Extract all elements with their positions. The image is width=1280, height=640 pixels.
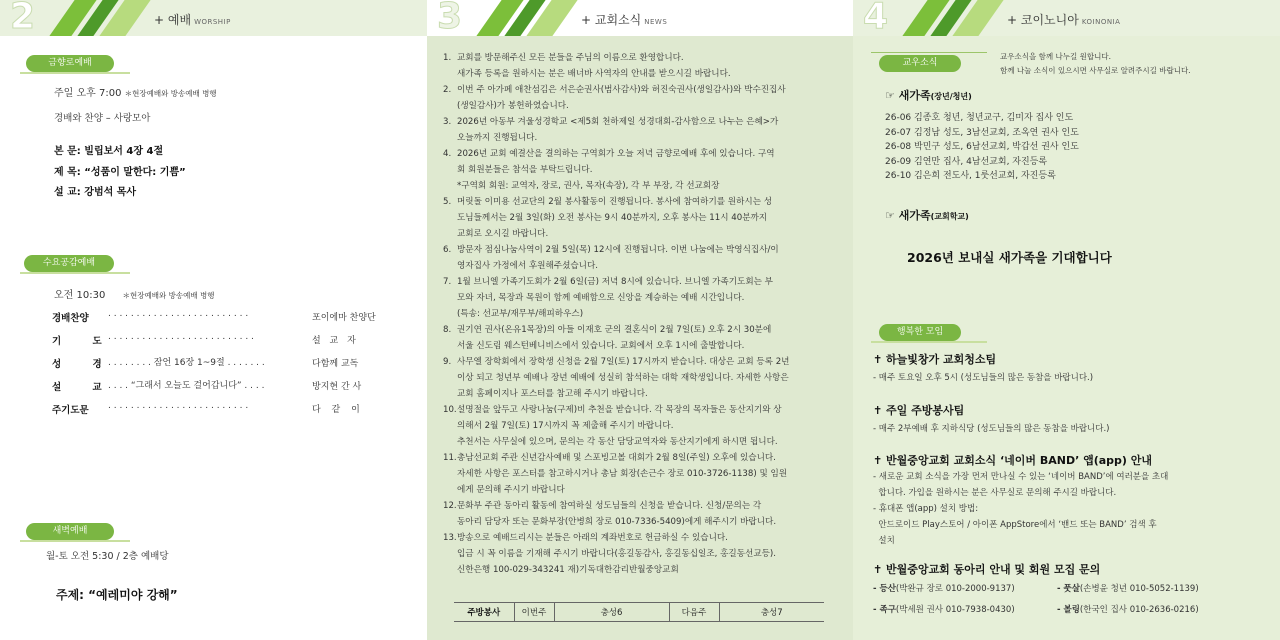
order-dots: . . . . . . . . 잠언 16장 1~9절 . . . . . . . bbox=[108, 358, 265, 368]
order-value: 다함께 교독 bbox=[312, 359, 359, 369]
preacher: 설 교: 강범석 목사 bbox=[54, 187, 137, 198]
news-item bbox=[443, 50, 843, 82]
section-title: + 교회소식 NEWS bbox=[581, 13, 668, 27]
sunday-time: 주일 오후 7:00 ＊현장예배와 방송예배 병행 bbox=[54, 88, 217, 99]
news-item bbox=[443, 354, 843, 402]
duty-this-value: 충성6 bbox=[554, 603, 669, 622]
club-item: - 등산(박완규 장로 010-2000-9137) bbox=[873, 584, 1015, 594]
news-item-line: (생일감사)가 봉헌하였습니다. bbox=[457, 101, 569, 111]
order-label: 경배찬양 bbox=[52, 313, 89, 324]
kitchen-duty-table bbox=[454, 602, 824, 622]
club-item: - 족구(박세원 권사 010-7938-0430) bbox=[873, 605, 1015, 615]
news-item-line: 새가족 등록을 원하시는 분은 배너바 사역자의 안내를 받으시길 바랍니다. bbox=[457, 69, 731, 79]
sermon-text: 본 문: 빌립보서 4장 4절 bbox=[54, 146, 164, 157]
divider bbox=[871, 52, 987, 53]
club-item: - 볼링(한국인 집사 010-2636-0216) bbox=[1057, 605, 1199, 615]
dawn-theme: 주제: “예레미야 강해” bbox=[56, 588, 178, 602]
group-title: ✝ 하늘빛창가 교회청소팀 bbox=[873, 353, 997, 366]
news-item-line: 문화부 주관 동아리 활동에 참여하실 성도님들의 신청을 받습니다. 신청/문의는 각 bbox=[457, 501, 762, 511]
news-panel bbox=[427, 0, 853, 640]
news-item-line: 이상 되고 청년부 예배나 장년 예배에 성실히 참석하는 대학 재학생입니다. 자세한 사항은 bbox=[457, 373, 789, 383]
dawn-service-badge: 새벽예배 bbox=[26, 523, 114, 540]
news-item-line: 교회 홈페이지나 포스터를 참고해 주시기 바랍니다. bbox=[457, 389, 648, 399]
group-detail: - 휴대폰 앱(app) 설치 방법: bbox=[873, 504, 979, 514]
group-detail: 안드로이드 Play스토어 / 아이폰 AppStore에서 ‘밴드 또는 BAND’ 검색 후 bbox=[873, 520, 1157, 530]
news-item-line: 설명절을 앞두고 사랑나눔(구제)비 추천을 받습니다. 각 목장의 목자들은 동산지기와 상 bbox=[457, 405, 782, 415]
happy-gathering-badge: 행복한 모임 bbox=[879, 324, 961, 341]
news-item-line: 동아리 담당자 또는 문화부장(안병희 장로 010-7336-5409)에게 해주시기 바랍니다. bbox=[457, 517, 777, 527]
news-item-line: 2026년 아동부 겨울성경학교 <제5회 천하제일 성경대회-감사함으로 나누는 은혜>가 bbox=[457, 117, 779, 127]
news-item-line: 방송으로 예배드리시는 분들은 아래의 계좌번호로 헌금하실 수 있습니다. bbox=[457, 533, 728, 543]
order-value: 설 교 자 bbox=[312, 336, 359, 346]
member-news-intro: 함께 나눌 소식이 있으시면 사무실로 알려주시길 바랍니다. bbox=[1000, 66, 1191, 75]
news-item bbox=[443, 82, 843, 114]
group-detail: - 매주 토요일 오후 5시 (성도님들의 많은 동참을 바랍니다.) bbox=[873, 373, 1094, 383]
news-item bbox=[443, 450, 843, 498]
group-title: ✝ 반월중앙교회 동아리 안내 및 회원 모집 문의 bbox=[873, 563, 1101, 576]
news-item-line: 방문자 점심나눔사역이 2월 5일(목) 12시에 진행됩니다. 이번 나눔에는 박영식집사/이 bbox=[457, 245, 779, 255]
news-item-line: (특송: 선교부/재무부/해피하우스) bbox=[457, 309, 584, 319]
news-item-line: 의해서 2월 7일(토) 17시까지 꼭 제출해 주시기 바랍니다. bbox=[457, 421, 674, 431]
order-value: 방지현 간 사 bbox=[312, 382, 362, 392]
koinonia-header bbox=[853, 0, 1280, 36]
news-item bbox=[443, 242, 843, 274]
page-number: 4 bbox=[863, 0, 889, 37]
sermon-title: 제 목: “성품이 말한다: 기쁨” bbox=[54, 167, 186, 178]
wednesday-service-badge: 수요공감예배 bbox=[24, 255, 114, 272]
wednesday-time: 오전 10:30 ＊현장예배와 방송예배 병행 bbox=[54, 290, 215, 301]
news-item-number: 11. bbox=[443, 453, 457, 463]
group-detail: 합니다. 가입을 원하시는 분은 사무실로 문의해 주시길 바랍니다. bbox=[873, 488, 1117, 498]
group-title: ✝ 반월중앙교회 교회소식 ‘네이버 BAND’ 앱(app) 안내 bbox=[873, 454, 1153, 467]
news-item-number: 12. bbox=[443, 501, 457, 511]
news-item-number: 9. bbox=[443, 357, 452, 367]
duty-next-value: 충성7 bbox=[719, 603, 824, 622]
news-item-number: 1. bbox=[443, 53, 452, 63]
news-item-line: 권기연 권사(온유1목장)의 아들 이재호 군의 결혼식이 2월 7일(토) 오후 2시 30분에 bbox=[457, 325, 772, 335]
order-value: 다 같 이 bbox=[312, 405, 364, 415]
news-item bbox=[443, 194, 843, 242]
order-dots: . . . . . . . . . . . . . . . . . . . . . . . . . bbox=[108, 401, 249, 411]
order-value: 포이에마 찬양단 bbox=[312, 313, 376, 323]
expectation-text: 2026년 보내실 새가족을 기대합니다 bbox=[907, 250, 1112, 265]
duty-next-week: 다음주 bbox=[669, 603, 719, 622]
news-item-line: 신한은행 100-029-343241 재)기독대한감리반월중앙교회 bbox=[457, 565, 679, 575]
news-item-line: 교회로 오시길 바랍니다. bbox=[457, 229, 549, 239]
news-item bbox=[443, 146, 843, 194]
new-family-entry: 26-10 김은희 전도사, 1룻선교회, 자진등록 bbox=[885, 171, 1056, 181]
news-item-number: 8. bbox=[443, 325, 452, 335]
section-title: + 코이노니아 KOINONIA bbox=[1007, 13, 1121, 27]
news-item-number: 2. bbox=[443, 85, 452, 95]
member-news-badge: 교우소식 bbox=[879, 55, 961, 72]
news-item-number: 10. bbox=[443, 405, 457, 415]
page-number: 2 bbox=[10, 0, 36, 37]
order-label: 설 교 bbox=[52, 382, 116, 393]
group-detail: - 새로운 교회 소식을 가장 먼저 만나실 수 있는 ‘네이버 BAND’에 여러분을 초대 bbox=[873, 472, 1169, 482]
news-item-line: 자세한 사항은 포스터를 참고하시거나 총남 회장(손근수 장로 010-3726-1138) 및 임원 bbox=[457, 469, 788, 479]
order-dots: . . . . . . . . . . . . . . . . . . . . . . . . . bbox=[108, 309, 249, 319]
news-item bbox=[443, 114, 843, 146]
group-title: ✝ 주일 주방봉사팀 bbox=[873, 404, 965, 417]
club-item: - 풋살(손병윤 청년 010-5052-1139) bbox=[1057, 584, 1199, 594]
news-item bbox=[443, 498, 843, 530]
news-item-line: 영자집사 가정에서 후원해주셨습니다. bbox=[457, 261, 599, 271]
duty-this-week: 이번주 bbox=[514, 603, 554, 622]
order-label: 성 경 bbox=[52, 359, 116, 370]
news-item-line: 회 회원분들은 참석을 부탁드립니다. bbox=[457, 165, 593, 175]
news-item-line: 오늘까지 진행됩니다. bbox=[457, 133, 538, 143]
section-title: + 예배 WORSHIP bbox=[154, 13, 231, 27]
news-item-line: 에게 문의해 주시기 바랍니다 bbox=[457, 485, 565, 495]
news-item-number: 4. bbox=[443, 149, 452, 159]
news-item bbox=[443, 322, 843, 354]
order-label: 기 도 bbox=[52, 336, 116, 347]
news-item-line: 모와 자녀, 목장과 목원이 함께 예배함으로 신앙을 계승하는 예배 시간입니다. bbox=[457, 293, 745, 303]
order-label: 주기도문 bbox=[52, 405, 89, 416]
duty-label: 주방봉사 bbox=[454, 603, 514, 622]
news-item-number: 6. bbox=[443, 245, 452, 255]
news-item-line: *구역회 회원: 교역자, 장로, 권사, 목자(속장), 각 부 부장, 각 선교회장 bbox=[457, 181, 720, 191]
news-item-line: 머릿돌 이미용 선교단의 2월 봉사활동이 진행됩니다. 봉사에 참여하기를 원하시는 성 bbox=[457, 197, 773, 207]
divider bbox=[20, 272, 130, 274]
news-item-number: 3. bbox=[443, 117, 452, 127]
news-item-line: 입금 시 꼭 이름을 기재해 주시기 바랍니다(홍길동감사, 홍길동십일조, 홍길동선교등). bbox=[457, 549, 777, 559]
news-list bbox=[443, 50, 843, 578]
divider bbox=[20, 540, 130, 542]
page-number: 3 bbox=[437, 0, 463, 37]
news-item-line: 교회를 방문해주신 모든 분들을 주님의 이름으로 환영합니다. bbox=[457, 53, 684, 63]
news-item-line: 1월 브니엘 가족기도회가 2월 6일(금) 저녁 8시에 있습니다. 브니엘 가족기도회는 부 bbox=[457, 277, 773, 287]
new-family-school-heading: ☞ 새가족(교회학교) bbox=[885, 209, 969, 222]
order-dots: . . . . “그래서 오늘도 걸어갑니다” . . . . bbox=[108, 381, 265, 391]
news-item-line: 서울 신도림 웨스턴베니비스에서 있습니다. 교회에서 오후 1시에 출발합니다. bbox=[457, 341, 745, 351]
group-detail: - 매주 2부예배 후 지하식당 (성도님들의 많은 동참을 바랍니다.) bbox=[873, 424, 1110, 434]
sunday-song: 경배와 찬양 – 사랑모아 bbox=[54, 113, 151, 124]
news-item-line: 총남선교회 주관 신년감사예배 및 스포빙고볼 대회가 2월 8일(주일) 오후에 있습니다. bbox=[457, 453, 776, 463]
order-dots: . . . . . . . . . . . . . . . . . . . . . . . . . . bbox=[108, 332, 254, 342]
news-item-line: 도님들께서는 2월 3일(화) 오전 봉사는 9시 40분까지, 오후 봉사는 11시 40분까지 bbox=[457, 213, 768, 223]
new-family-entry: 26-08 박민구 성도, 6남선교회, 박갑선 권사 인도 bbox=[885, 142, 1079, 152]
new-family-entry: 26-06 김종호 청년, 청년교구, 김미자 집사 인도 bbox=[885, 113, 1074, 123]
worship-header bbox=[0, 0, 427, 36]
news-item-line: 추천서는 사무실에 있으며, 문의는 각 동산 담당교역자와 동산지기에게 하시면 됩니다. bbox=[457, 437, 778, 447]
divider bbox=[871, 341, 987, 343]
worship-panel bbox=[0, 0, 427, 640]
news-item-number: 13. bbox=[443, 533, 457, 543]
member-news-intro: 교우소식을 함께 나누길 원합니다. bbox=[1000, 52, 1111, 61]
new-family-entry: 26-07 김정남 성도, 3남선교회, 조옥연 권사 인도 bbox=[885, 127, 1079, 138]
group-detail: 설치 bbox=[873, 536, 895, 546]
news-item-number: 5. bbox=[443, 197, 452, 207]
news-item-line: 이번 주 아가페 애찬섬김은 서은순권사(범사감사)와 허진숙권사(생일감사)와 박수진집사 bbox=[457, 85, 786, 95]
new-family-entry: 26-09 김연만 집사, 4남선교회, 자진등록 bbox=[885, 156, 1048, 167]
koinonia-panel bbox=[853, 0, 1280, 640]
dawn-time: 월-토 오전 5:30 / 2층 예배당 bbox=[46, 551, 169, 562]
news-item bbox=[443, 530, 843, 578]
new-family-heading: ☞ 새가족(장년/청년) bbox=[885, 89, 972, 102]
news-item-number: 7. bbox=[443, 277, 452, 287]
news-item-line: 2026년 교회 예결산을 결의하는 구역회가 오늘 저녁 금향로예배 후에 있습니다. 구역 bbox=[457, 149, 775, 159]
news-item-line: 사무엘 장학회에서 장학생 신청을 2월 7일(토) 17시까지 받습니다. 대상은 교회 등록 2년 bbox=[457, 357, 790, 367]
news-item bbox=[443, 402, 843, 450]
news-header bbox=[427, 0, 853, 36]
sunday-service-badge: 금향로예배 bbox=[26, 55, 114, 72]
news-item bbox=[443, 274, 843, 322]
divider bbox=[20, 72, 130, 74]
